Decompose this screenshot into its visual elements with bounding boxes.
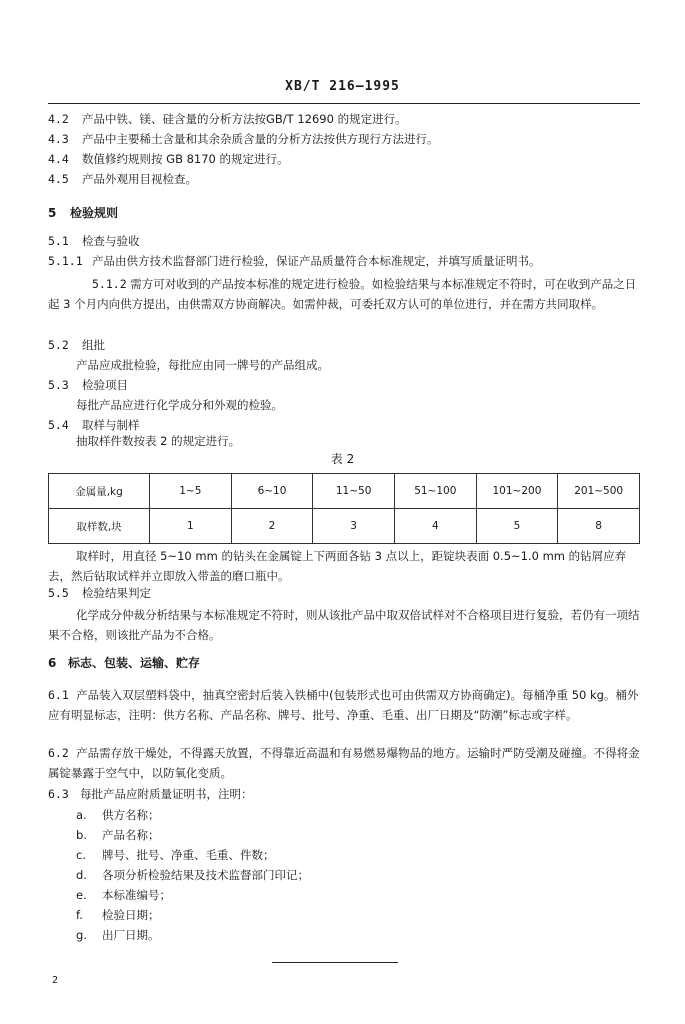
list-item: 供方名称； (102, 808, 160, 822)
clause-title: 取样与制样 (82, 418, 140, 432)
list-item-label: b. (76, 828, 87, 842)
clause-text: 产品装入双层塑料袋中，抽真空密封后装入铁桶中(包装形式也可由供需双方协商确定)。每桶净重 50 kg。桶外应有明显标志，注明：供方名称、产品名称、牌号、批号、净重、毛重、出厂日期及“防潮”标志或字样。 (48, 688, 639, 722)
table-cell: 6~10 (231, 474, 313, 509)
table-cell: 2 (231, 509, 313, 544)
table-cell: 1~5 (150, 474, 232, 509)
section-number: 6 (48, 656, 57, 670)
clause-number: 5.2 (48, 338, 69, 352)
clause-text: 数值修约规则按 GB 8170 的规定进行。 (82, 152, 289, 166)
table-cell: 4 (394, 509, 476, 544)
clause-number: 5.4 (48, 418, 69, 432)
table-cell: 3 (313, 509, 395, 544)
table-cell: 11~50 (313, 474, 395, 509)
clause-text: 产品中铁、镁、硅含量的分析方法按GB/T 12690 的规定进行。 (82, 112, 407, 126)
clause-text: 抽取样件数按表 2 的规定进行。 (76, 434, 241, 448)
page-number: 2 (52, 975, 59, 986)
clause-number: 6.2 (48, 746, 69, 760)
table-cell: 1 (150, 509, 232, 544)
end-rule (272, 962, 398, 963)
clause-5-1-2 (48, 274, 640, 314)
clause-text: 产品外观用目视检查。 (82, 172, 197, 186)
section-title: 标志、包装、运输、贮存 (68, 656, 201, 670)
clause-title: 检查与验收 (82, 234, 140, 248)
clause-number: 4.2 (48, 112, 69, 126)
clause-title: 组批 (82, 338, 105, 352)
list-item-label: f. (76, 908, 83, 922)
clause-text: 产品需存放干燥处，不得露天放置，不得靠近高温和有易燃易爆物品的地方。运输时严防受潮及碰撞。不得将金属锭暴露于空气中，以防氧化变质。 (48, 746, 640, 780)
section-title: 检验规则 (70, 206, 119, 220)
clause-number: 5.1.2 (92, 277, 127, 291)
sampling-paragraph: 取样时，用直径 5~10 mm 的钻头在金属锭上下两面各钻 3 点以上，距锭块表面 0.5~1.0 mm 的钻屑应弃去，然后钻取试样并立即放入带盖的磨口瓶中。 (48, 549, 627, 583)
clause-text: 化学成分仲裁分析结果与本标准规定不符时，则从该批产品中取双倍试样对不合格项目进行复验，若仍有一项结果不合格，则该批产品为不合格。 (48, 608, 640, 642)
clause-text: 产品由供方技术监督部门进行检验，保证产品质量符合本标准规定，并填写质量证明书。 (92, 254, 541, 268)
table-row (49, 474, 640, 509)
table-row-header: 取样数,块 (49, 509, 150, 544)
clause-title: 检验项目 (82, 378, 128, 392)
table-caption: 表 2 (330, 452, 355, 466)
table-cell: 51~100 (394, 474, 476, 509)
clause-text: 产品中主要稀土含量和其余杂质含量的分析方法按供方现行方法进行。 (82, 132, 439, 146)
clause-6-1 (48, 685, 640, 725)
list-item-label: e. (76, 888, 87, 902)
clause-title: 检验结果判定 (82, 586, 151, 600)
list-item: 牌号、批号、净重、毛重、件数； (102, 848, 275, 862)
list-item: 各项分析检验结果及技术监督部门印记； (102, 868, 309, 882)
clause-text: 每批产品应附质量证明书，注明： (80, 787, 253, 801)
clause-number: 5.3 (48, 378, 69, 392)
list-item-label: d. (76, 868, 87, 882)
table-row (49, 509, 640, 544)
clause-number: 6.1 (48, 688, 69, 702)
table-cell: 8 (558, 509, 640, 544)
clause-number: 4.4 (48, 152, 69, 166)
standard-code-header: XB/T 216—1995 (285, 79, 400, 94)
clause-text: 每批产品应进行化学成分和外观的检验。 (76, 398, 283, 412)
list-item-label: c. (76, 848, 86, 862)
clause-text: 产品应成批检验，每批应由同一牌号的产品组成。 (76, 358, 329, 372)
list-item-label: g. (76, 928, 87, 942)
clause-number: 5.5 (48, 586, 69, 600)
header-rule (48, 103, 640, 104)
list-item: 本标准编号； (102, 888, 171, 902)
sampling-table (48, 473, 640, 544)
table-cell: 5 (476, 509, 558, 544)
list-item: 出厂日期。 (102, 928, 160, 942)
list-item-label: a. (76, 808, 87, 822)
table-cell: 201~500 (558, 474, 640, 509)
clause-number: 5.1 (48, 234, 69, 248)
table-row-header: 金属量,kg (49, 474, 150, 509)
clause-6-2 (48, 743, 640, 783)
list-item: 产品名称； (102, 828, 160, 842)
list-item: 检验日期； (102, 908, 160, 922)
clause-number: 5.1.1 (48, 254, 83, 268)
clause-number: 4.5 (48, 172, 69, 186)
clause-text: 需方可对收到的产品按本标准的规定进行检验。如检验结果与本标准规定不符时，可在收到产品之日起 3 个月内向供方提出，由供需双方协商解决。如需仲裁，可委托双方认可的单位进行，并在需方共同取样。 (48, 277, 637, 311)
clause-number: 4.3 (48, 132, 69, 146)
clause-number: 6.3 (48, 787, 69, 801)
table-cell: 101~200 (476, 474, 558, 509)
section-number: 5 (48, 206, 57, 220)
